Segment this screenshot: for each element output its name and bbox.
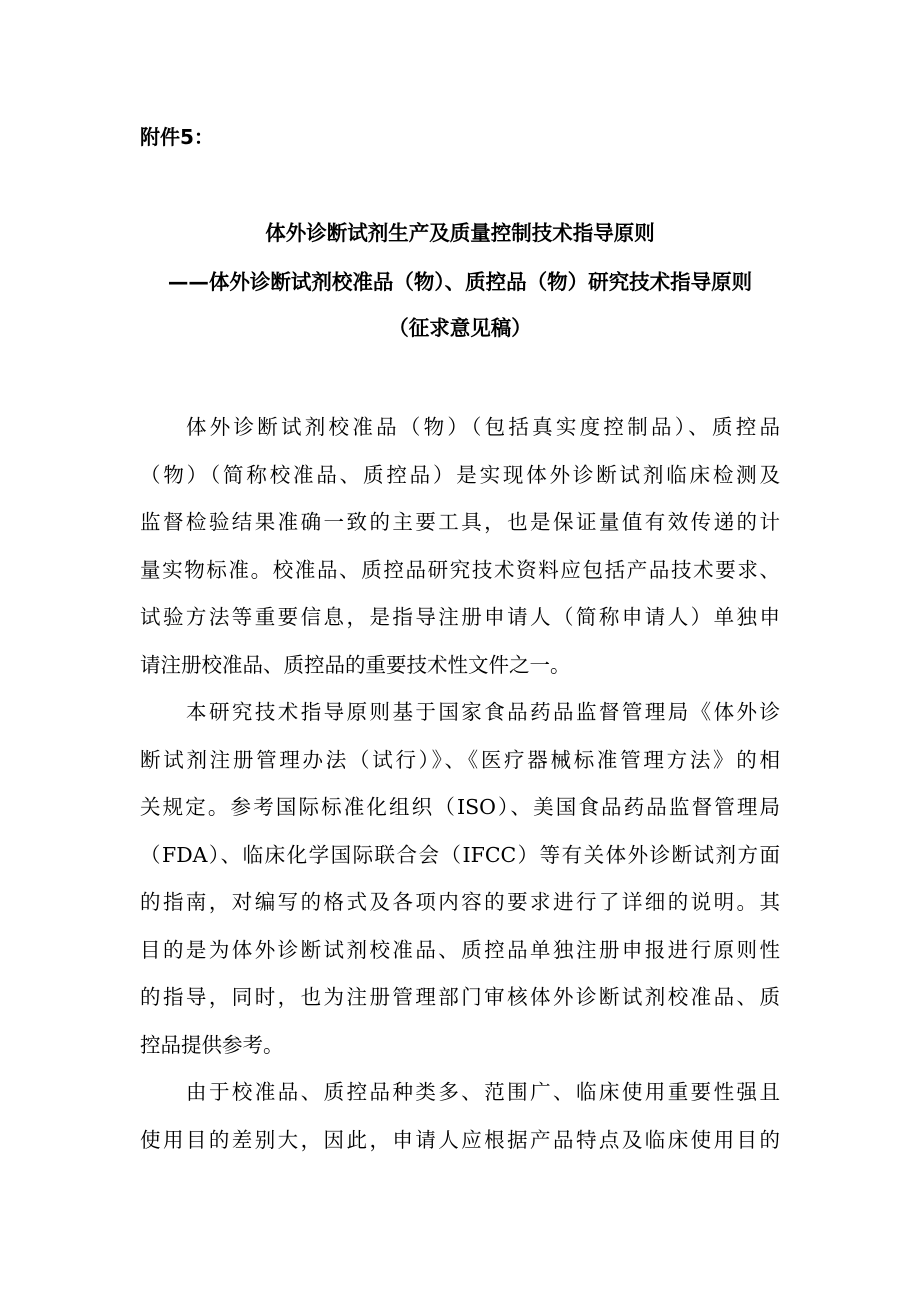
document-title: 体外诊断试剂生产及质量控制技术指导原则 bbox=[265, 221, 655, 245]
paragraph-line: 监督检验结果准确一致的主要工具，也是保证量值有效传递的计 bbox=[140, 510, 780, 534]
draft-note: （征求意见稿） bbox=[388, 316, 532, 340]
paragraph-line: 本研究技术指导原则基于国家食品药品监督管理局《体外诊 bbox=[186, 700, 780, 724]
paragraph-line: 体外诊断试剂校准品（物）（包括真实度控制品）、质控品 bbox=[186, 415, 780, 439]
paragraph-line: 关规定。参考国际标准化组织（ISO）、美国食品药品监督管理局 bbox=[140, 795, 780, 819]
paragraph-line: 的指导，同时，也为注册管理部门审核体外诊断试剂校准品、质 bbox=[140, 985, 780, 1009]
paragraph-line: 由于校准品、质控品种类多、范围广、临床使用重要性强且 bbox=[186, 1080, 780, 1104]
paragraph-line: （FDA）、临床化学国际联合会（IFCC）等有关体外诊断试剂方面 bbox=[140, 843, 780, 867]
paragraph-line: 的指南，对编写的格式及各项内容的要求进行了详细的说明。其 bbox=[140, 890, 780, 914]
paragraph-line: 试验方法等重要信息，是指导注册申请人（简称申请人）单独申 bbox=[140, 605, 780, 629]
paragraph-line: 量实物标准。校准品、质控品研究技术资料应包括产品技术要求、 bbox=[140, 558, 780, 582]
paragraph-line: 使用目的差别大，因此，申请人应根据产品特点及临床使用目的 bbox=[140, 1128, 780, 1152]
paragraph-line: （物）（简称校准品、质控品）是实现体外诊断试剂临床检测及 bbox=[140, 463, 780, 487]
paragraph-line: 目的是为体外诊断试剂校准品、质控品单独注册申报进行原则性 bbox=[140, 938, 780, 962]
document-subtitle: ——体外诊断试剂校准品（物）、质控品（物）研究技术指导原则 bbox=[167, 270, 753, 294]
attachment-label: 附件5： bbox=[140, 125, 214, 149]
paragraph-line: 断试剂注册管理办法（试行）》、《医疗器械标准管理方法》的相 bbox=[140, 748, 780, 772]
paragraph-line: 请注册校准品、质控品的重要技术性文件之一。 bbox=[140, 653, 571, 677]
paragraph-line: 控品提供参考。 bbox=[140, 1033, 284, 1057]
